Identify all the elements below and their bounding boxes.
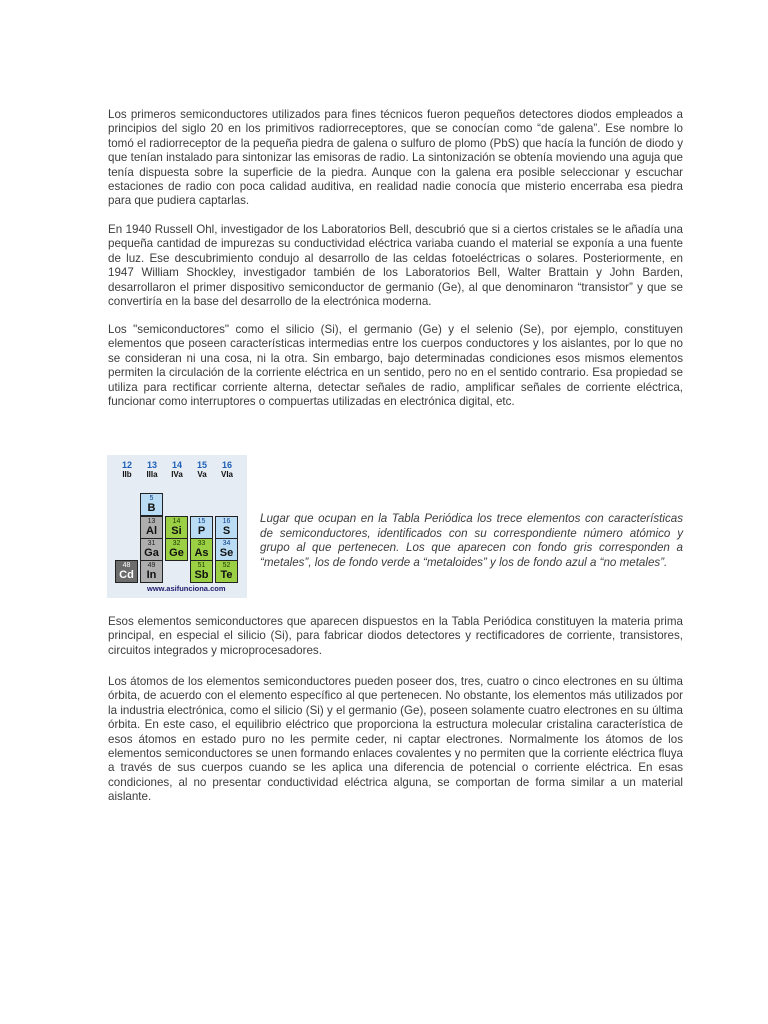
element-ge: 32 Ge	[165, 538, 188, 561]
element-s: 16 S	[215, 516, 238, 539]
element-b: 5 B	[140, 493, 163, 516]
element-sb: 51 Sb	[190, 560, 213, 583]
group-header-va: 15 Va	[196, 460, 207, 479]
paragraph-semiconductor-definition: Los "semiconductores" como el silicio (Si), el germanio (Ge) y el selenio (Se), por ejemplo, constituyen elementos que poseen características intermedias entre los cuerpos conductores y los aislantes, por lo que no se consideran ni una cosa, ni la otra. Sin embargo, bajo determinadas condiciones esos mismos elementos permiten la circulación de la corriente eléctrica en un sentido, pero no en el sentido contrario. Esa propiedad se utiliza para rectificar corriente alterna, detectar señales de radio, amplificar señales de corriente eléctrica, funcionar como interruptores o compuertas utilizadas en electrónica digital, etc.	[108, 323, 683, 409]
element-cd: 48 Cd	[115, 560, 138, 583]
element-al: 13 Al	[140, 516, 163, 539]
figure-caption: Lugar que ocupan en la Tabla Periódica los trece elementos con características de semiconductores, identificados con su correspondiente número atómico y grupo al que pertenecen. Los que aparecen con fondo gris corresponden a “metales”, los de fondo verde a “metaloides” y los de fondo azul a “no metales”.	[260, 512, 683, 569]
element-in: 49 In	[140, 560, 163, 583]
group-header-iva: 14 IVa	[171, 460, 183, 479]
paragraph-raw-material: Esos elementos semiconductores que aparecen dispuestos en la Tabla Periódica constituyen la materia prima principal, en especial el silicio (Si), para fabricar diodos detectores y rectificadores de corriente, transistores, circuitos integrados y microprocesadores.	[108, 615, 683, 657]
element-te: 52 Te	[215, 560, 238, 583]
periodic-table-figure	[107, 455, 247, 598]
paragraph-atoms: Los átomos de los elementos semiconductores pueden poseer dos, tres, cuatro o cinco electrones en su última órbita, de acuerdo con el elemento específico al que pertenecen. No obstante, los elementos más utilizados por la industria electrónica, como el silicio (Si) y el germanio (Ge), poseen solamente cuatro electrones en su última órbita. En este caso, el equilibrio eléctrico que proporciona la estructura molecular cristalina característica de esos átomos en estado puro no les permite ceder, ni captar electrones. Normalmente los átomos de los elementos semiconductores se unen formando enlaces covalentes y no permiten que la corriente eléctrica fluya a través de sus cuerpos cuando se les aplica una diferencia de potencial o corriente eléctrica. En esas condiciones, al no presentar conductividad eléctrica alguna, se comportan de forma similar a un material aislante.	[108, 675, 683, 804]
element-as: 33 As	[190, 538, 213, 561]
group-header-iiia: 13 IIIa	[146, 460, 158, 479]
element-p: 15 P	[190, 516, 213, 539]
figure-source-credit: www.asifunciona.com	[147, 584, 226, 593]
element-si: 14 Si	[165, 516, 188, 539]
element-se: 34 Se	[215, 538, 238, 561]
element-ga: 31 Ga	[140, 538, 163, 561]
group-header-iib: 12 IIb	[121, 460, 132, 479]
paragraph-galena: Los primeros semiconductores utilizados para fines técnicos fueron pequeños detectores diodos empleados a principios del siglo 20 en los primitivos radiorreceptores, que se conocían como “de galena”. Ese nombre lo tomó el radiorreceptor de la pequeña piedra de galena o sulfuro de plomo (PbS) que hacía la función de diodo y que tenían instalado para sintonizar las emisoras de radio. La sintonización se obtenía moviendo una aguja que tenía dispuesta sobre la superficie de la piedra. Aunque con la galena era posible seleccionar y escuchar estaciones de radio con poca calidad auditiva, en realidad nadie conocía que misterio encerraba esa piedra para que pudiera captarlas.	[108, 108, 683, 208]
group-header-via: 16 VIa	[220, 460, 233, 479]
paragraph-transistor-history: En 1940 Russell Ohl, investigador de los Laboratorios Bell, descubrió que si a ciertos cristales se le añadía una pequeña cantidad de impurezas su conductividad eléctrica variaba cuando el material se exponía a una fuente de luz. Ese descubrimiento condujo al desarrollo de las celdas fotoeléctricas o solares. Posteriormente, en 1947 William Shockley, investigador también de los Laboratorios Bell, Walter Brattain y John Barden, desarrollaron el primer dispositivo semiconductor de germanio (Ge), al que denominaron “transistor” y que se convertiría en la base del desarrollo de la electrónica moderna.	[108, 223, 683, 309]
